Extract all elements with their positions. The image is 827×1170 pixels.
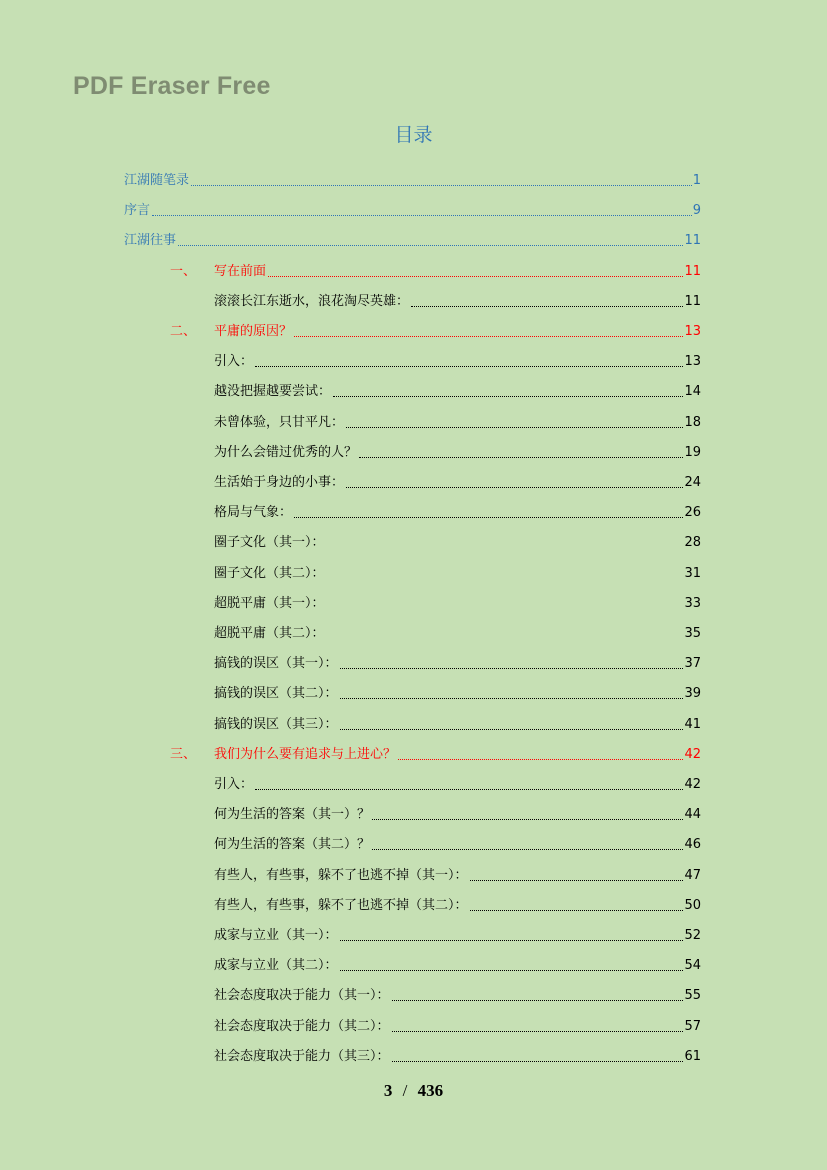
- toc-entry-number: 一、: [170, 263, 197, 279]
- toc-entry-page: 46: [684, 837, 701, 853]
- toc-entry[interactable]: [214, 618, 701, 642]
- toc-entry[interactable]: [170, 739, 701, 763]
- toc-entry-label: 滚滚长江东逝水，浪花淘尽英雄：: [214, 293, 410, 309]
- toc-entry[interactable]: [214, 588, 701, 612]
- toc-dot-leader: [333, 396, 683, 397]
- toc-dot-leader: [340, 698, 684, 699]
- toc-entry[interactable]: [170, 256, 701, 280]
- toc-entry[interactable]: [214, 1011, 701, 1035]
- toc-entry-page: 37: [684, 656, 701, 672]
- toc-entry-page: 39: [684, 686, 701, 702]
- toc-entry-page: 57: [684, 1018, 701, 1034]
- toc-entry-page: 50: [684, 897, 701, 913]
- toc-entry-label: 引入：: [214, 777, 254, 792]
- toc-dot-leader: [411, 306, 683, 307]
- toc-entry-page: 11: [684, 293, 701, 309]
- toc-entry-label: 超脱平庸（其二）：: [214, 626, 325, 641]
- toc-dot-leader: [152, 215, 692, 216]
- toc-entry-page: 35: [684, 626, 701, 641]
- toc-entry-label: 圈子文化（其二）：: [214, 565, 325, 581]
- watermark: PDF Eraser Free: [73, 72, 271, 100]
- toc-dot-leader: [470, 880, 684, 881]
- toc-dot-leader: [340, 940, 684, 941]
- toc-entry[interactable]: [170, 316, 701, 340]
- toc-dot-leader: [359, 457, 683, 458]
- toc-entry-label: 我们为什么要有追求与上进心？: [214, 746, 397, 762]
- toc-entry-page: 9: [692, 203, 701, 219]
- toc-entry-page: 44: [684, 807, 701, 823]
- toc-dot-leader: [255, 789, 683, 790]
- toc-dot-leader: [294, 517, 683, 518]
- toc-entry-label: 有些人，有些事，躲不了也逃不掉（其二）：: [214, 897, 468, 913]
- toc-entry-page: 33: [684, 595, 701, 611]
- toc-dot-leader: [340, 970, 684, 971]
- toc-entry-page: 14: [684, 384, 701, 400]
- toc-entry-label: 写在前面: [214, 263, 267, 279]
- toc-dot-leader: [268, 276, 683, 277]
- toc-entry[interactable]: [214, 980, 701, 1004]
- toc-entry-label: 越没把握越要尝试：: [214, 384, 332, 400]
- toc-entry-page: 18: [684, 414, 701, 430]
- toc-entry-label: 何为生活的答案（其一）？: [214, 807, 371, 823]
- toc-entry[interactable]: [214, 920, 701, 944]
- toc-entry[interactable]: [214, 648, 701, 672]
- toc-entry-page: 55: [684, 988, 701, 1004]
- toc-entry[interactable]: [214, 376, 701, 400]
- toc-entry-label: 生活始于身边的小事：: [214, 475, 345, 490]
- toc-entry[interactable]: [214, 860, 701, 884]
- toc-entry-page: 19: [684, 444, 701, 460]
- toc-dot-leader: [178, 245, 683, 246]
- toc-entry[interactable]: [214, 527, 701, 551]
- toc-entry-label: 社会态度取决于能力（其三）：: [214, 1048, 390, 1064]
- toc-entry-label: 社会态度取决于能力（其一）：: [214, 988, 390, 1004]
- toc-entry-label: 搞钱的误区（其二）：: [214, 686, 338, 702]
- toc-dot-leader: [191, 185, 692, 186]
- toc-entry-label: 圈子文化（其一）：: [214, 535, 325, 551]
- page-separator: /: [402, 1081, 408, 1100]
- toc-entry[interactable]: [214, 799, 701, 823]
- toc-dot-leader: [346, 427, 683, 428]
- toc-entry-label: 搞钱的误区（其一）：: [214, 656, 338, 672]
- toc-entry[interactable]: [214, 950, 701, 974]
- toc-dot-leader: [392, 1061, 684, 1062]
- toc-entry-label: 有些人，有些事，躲不了也逃不掉（其一）：: [214, 867, 468, 883]
- toc-dot-leader: [470, 910, 684, 911]
- toc-entry-page: 52: [684, 928, 701, 943]
- total-pages: 436: [417, 1081, 444, 1100]
- toc-dot-leader: [346, 487, 683, 488]
- toc-entry[interactable]: [214, 558, 701, 582]
- toc-entry-label: 社会态度取决于能力（其二）：: [214, 1018, 390, 1034]
- current-page: 3: [383, 1081, 393, 1100]
- page-indicator: [0, 1081, 827, 1101]
- toc-entry-page: 42: [684, 746, 701, 762]
- toc-entry[interactable]: [214, 437, 701, 461]
- toc-entry-page: 31: [684, 565, 701, 581]
- toc-entry[interactable]: [214, 709, 701, 733]
- toc-dot-leader: [340, 729, 684, 730]
- toc-dot-leader: [340, 668, 684, 669]
- toc-entry-label: 江湖随笔录: [124, 173, 190, 188]
- toc-entry-page: 28: [684, 535, 701, 551]
- toc-entry-page: 1: [692, 173, 701, 188]
- toc-dot-leader: [398, 759, 683, 760]
- toc-dot-leader: [255, 366, 683, 367]
- toc-entry-page: 54: [684, 958, 701, 974]
- toc-entry-page: 61: [684, 1048, 701, 1064]
- toc-entry[interactable]: [214, 678, 701, 702]
- toc-entry-label: 平庸的原因？: [214, 324, 293, 339]
- toc-entry[interactable]: [214, 286, 701, 310]
- toc-entry-page: 42: [684, 777, 701, 792]
- toc-entry-label: 未曾体验，只甘平凡：: [214, 414, 345, 430]
- toc-entry-page: 11: [684, 263, 701, 279]
- toc-entry-label: 江湖往事: [124, 233, 177, 249]
- toc-entry[interactable]: [214, 467, 701, 491]
- toc-entry-page: 41: [684, 716, 701, 732]
- toc-entry-label: 搞钱的误区（其三）：: [214, 716, 338, 732]
- toc-entry-label: 成家与立业（其一）：: [214, 928, 338, 943]
- toc-entry-label: 格局与气象：: [214, 505, 293, 521]
- toc-entry[interactable]: [124, 195, 701, 219]
- toc-entry-page: 24: [684, 475, 701, 490]
- toc-dot-leader: [294, 336, 683, 337]
- toc-entry-page: 26: [684, 505, 701, 521]
- toc-entry-page: 13: [684, 354, 701, 370]
- toc-dot-leader: [392, 1000, 684, 1001]
- toc-dot-leader: [392, 1031, 684, 1032]
- toc-entry-label: 何为生活的答案（其二）？: [214, 837, 371, 853]
- toc-entry-page: 13: [684, 324, 701, 339]
- toc-entry-page: 47: [684, 867, 701, 883]
- toc-entry-label: 成家与立业（其二）：: [214, 958, 338, 974]
- toc-entry-label: 超脱平庸（其一）：: [214, 595, 325, 611]
- toc-entry[interactable]: [214, 346, 701, 370]
- toc-title: 目录: [394, 124, 433, 146]
- toc-entry[interactable]: [214, 407, 701, 431]
- toc-entry[interactable]: [214, 829, 701, 853]
- toc-entry-label: 为什么会错过优秀的人？: [214, 444, 358, 460]
- toc-entry[interactable]: [124, 225, 701, 249]
- toc-dot-leader: [372, 819, 683, 820]
- toc-entry-label: 引入：: [214, 354, 254, 370]
- toc-entry[interactable]: [124, 165, 701, 189]
- toc-entry[interactable]: [214, 497, 701, 521]
- toc-entry[interactable]: [214, 769, 701, 793]
- toc-dot-leader: [372, 849, 683, 850]
- toc-entry[interactable]: [214, 890, 701, 914]
- toc-entry-label: 序言: [124, 203, 151, 219]
- toc-entry-number: 三、: [170, 746, 197, 762]
- toc-entry-number: 二、: [170, 324, 197, 339]
- toc-entry[interactable]: [214, 1041, 701, 1065]
- toc-entry-page: 11: [684, 233, 701, 249]
